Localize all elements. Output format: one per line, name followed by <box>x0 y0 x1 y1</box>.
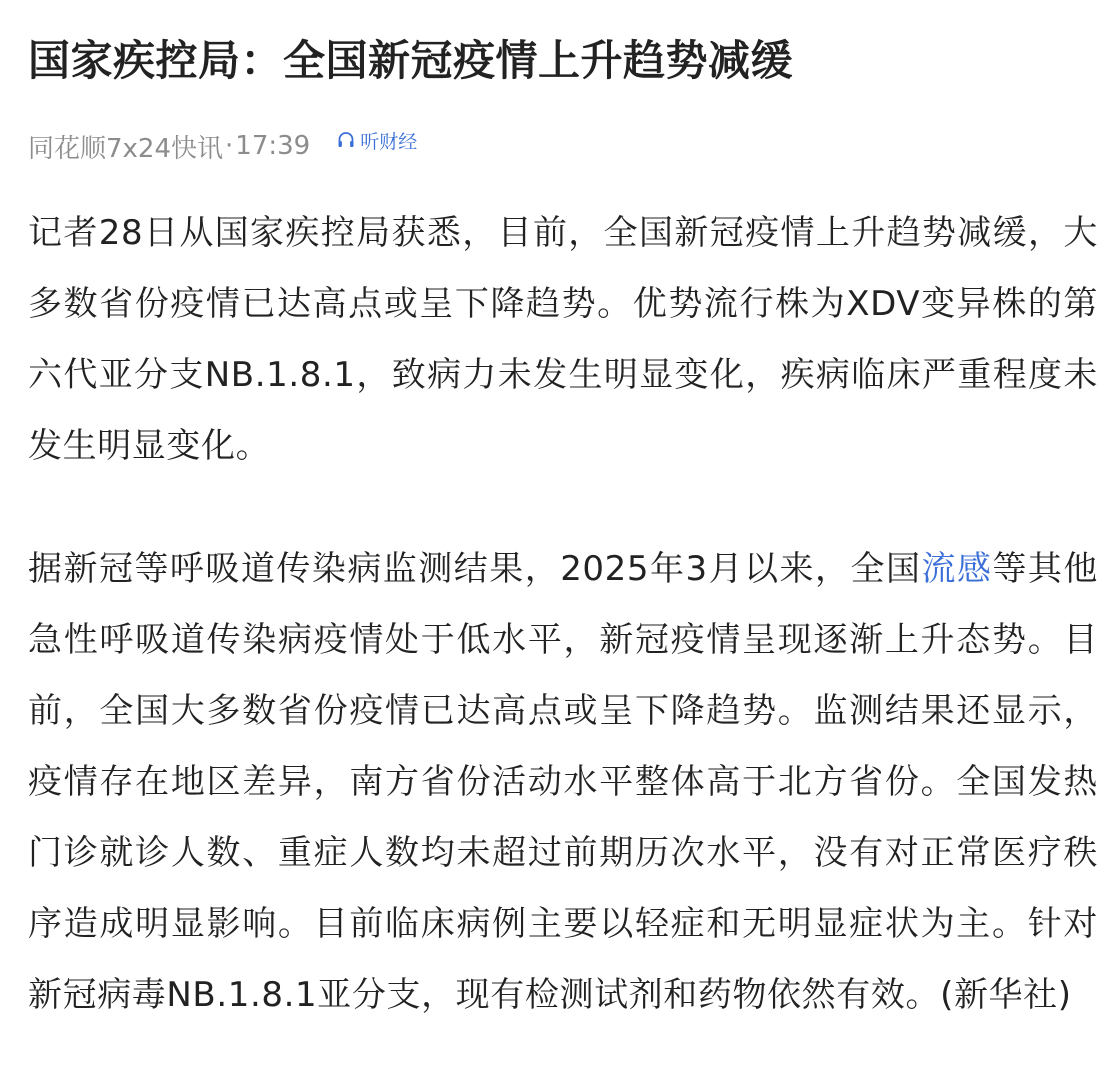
listen-finance-button[interactable] <box>336 127 417 154</box>
article-paragraph-1: 记者28日从国家疾控局获悉，目前，全国新冠疫情上升趋势减缓，大多数省份疫情已达高点或呈下降趋势。优势流行株为XDV变异株的第六代亚分支NB.1.8.1，致病力未发生明显变化，疾病临床严重程度未发生明显变化。 <box>28 213 1098 466</box>
paragraph-2-text-end: 等其他急性呼吸道传染病疫情处于低水平，新冠疫情呈现逐渐上升态势。目前，全国大多数省份疫情已达高点或呈下降趋势。监测结果还显示，疫情存在地区差异，南方省份活动水平整体高于北方省份。全国发热门诊就诊人数、重症人数均未超过前期历次水平，没有对正常医疗秩序造成明显影响。目前临床病例主要以轻症和无明显症状为主。针对新冠病毒NB.1.8.1亚分支，现有检测试剂和药物依然有效。(新华社) <box>28 549 1098 1015</box>
article-meta <box>28 126 1098 166</box>
article-paragraph-2 <box>28 534 1098 1031</box>
headphones-icon <box>336 130 356 150</box>
article-time: 17:39 <box>235 131 311 161</box>
listen-finance-label: 听财经 <box>360 130 418 153</box>
paragraph-2-text-start: 据新冠等呼吸道传染病监测结果，2025年3月以来，全国 <box>28 549 922 589</box>
article-source: 同花顺7x24快讯 <box>28 133 224 164</box>
article <box>28 0 1098 1031</box>
meta-separator: · <box>225 131 234 161</box>
flu-link[interactable]: 流感 <box>921 549 993 589</box>
article-title: 国家疾控局：全国新冠疫情上升趋势减缓 <box>28 36 794 85</box>
